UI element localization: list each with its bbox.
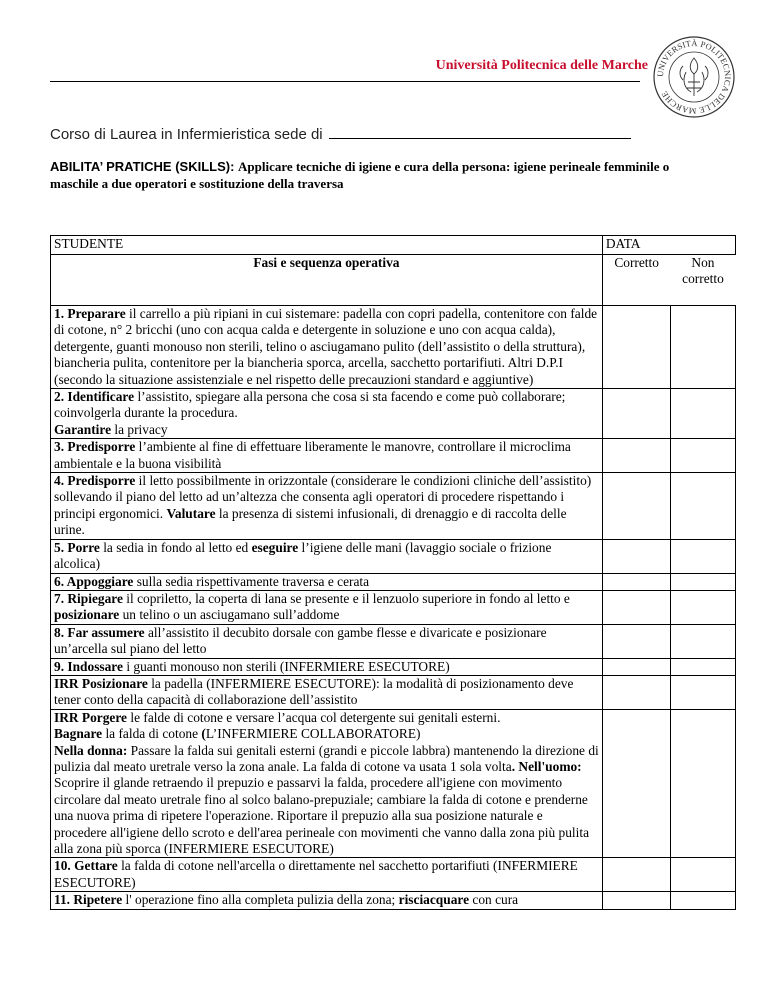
not-correct-check-cell[interactable] (670, 590, 735, 624)
not-correct-check-cell[interactable] (670, 892, 735, 909)
step-action: Garantire (54, 421, 112, 437)
step-detail: Scoprire il glande retraendo il prepuzio e passarvi la falda, procedere all'igiene con movimento circolare dal meato uretrale fino al solco balano-prepuziale; cambiare la falda di cotone e prenderne una nuova prima di ripetere l'operazione. Riportare il prepuzio alla sua posizione naturale e procedere all'igiene dello scroto e dell'area perineale con movimenti che vanno dalla zona più pulita alla zona più sporca (INFERMIERE ESECUTORE) (54, 775, 590, 856)
step-text (51, 473, 603, 540)
step-text (51, 709, 603, 858)
not-correct-check-cell[interactable] (670, 675, 735, 709)
step-action: ( (201, 726, 206, 742)
not-correct-check-cell[interactable] (670, 473, 735, 540)
step-row (51, 439, 736, 473)
step-row (51, 709, 736, 858)
not-correct-check-cell[interactable] (670, 389, 735, 439)
step-action: 4. Predisporre (54, 473, 136, 489)
step-detail: un telino o un asciugamano sull’addome (119, 607, 340, 623)
step-action: . Nell'uomo: (511, 758, 582, 774)
step-detail: il letto possibilmente in orizzontale (considerare le condizioni cliniche dell’assistito) sollevando il piano del letto ad un’altezza che consenta agli operatori di procedere rispettando i principi ergonomici. (54, 473, 592, 521)
step-detail: con cura (469, 892, 519, 908)
step-action: 6. Appoggiare (54, 573, 134, 589)
not-correct-check-cell[interactable] (670, 573, 735, 590)
step-text (51, 590, 603, 624)
correct-check-cell[interactable] (602, 709, 670, 858)
step-row (51, 389, 736, 439)
header-rule (50, 81, 640, 82)
correct-check-cell[interactable] (602, 658, 670, 675)
step-text (51, 892, 603, 909)
step-text (51, 389, 603, 439)
step-action: eseguire (251, 539, 299, 555)
step-action: risciacquare (398, 892, 470, 908)
step-detail: Passare la falda sui genitali esterni (grandi e piccole labbra) mantenendo la direzione di pulizia dal meato uretrale verso la zona anale. La falda di cotone va usata 1 sola volta (54, 742, 599, 774)
step-text (51, 624, 603, 658)
seal-text: UNIVERSITÀ POLITECNICA DELLE MARCHE (655, 38, 733, 116)
step-action: 8. Far assumere (54, 624, 145, 640)
step-action: 9. Indossare (54, 658, 123, 674)
step-text (51, 675, 603, 709)
university-seal-icon (653, 36, 735, 118)
step-row (51, 539, 736, 573)
step-row (51, 892, 736, 909)
step-action: 2. Identificare (54, 389, 135, 405)
step-text (51, 539, 603, 573)
correct-check-cell[interactable] (602, 573, 670, 590)
step-action: 10. Gettare (54, 858, 118, 874)
step-row (51, 624, 736, 658)
step-detail: le falde di cotone e versare l’acqua col detergente sui genitali esterni. (127, 709, 501, 725)
step-detail: l’igiene delle mani (lavaggio sociale o frizione alcolica) (54, 539, 552, 572)
step-detail: la presenza di sistemi infusionali, di drenaggio e di raccolta delle urine. (54, 505, 567, 538)
step-action: 7. Ripiegare (54, 590, 123, 606)
correct-check-cell[interactable] (602, 473, 670, 540)
step-action: posizionare (54, 607, 120, 623)
not-correct-check-cell[interactable] (670, 658, 735, 675)
correct-check-cell[interactable] (602, 439, 670, 473)
course-label: Corso di Laurea in Infermieristica sede di (50, 126, 323, 143)
steps-body (51, 306, 736, 910)
step-action: 1. Preparare (54, 306, 126, 321)
step-detail: L’INFERMIERE COLLABORATORE) (205, 726, 421, 742)
not-correct-check-cell[interactable] (670, 624, 735, 658)
evaluation-table (50, 235, 736, 910)
step-detail: la falda di cotone (102, 726, 202, 742)
step-row (51, 858, 736, 892)
step-text (51, 658, 603, 675)
not-correct-check-cell[interactable] (670, 709, 735, 858)
correct-check-cell[interactable] (602, 858, 670, 892)
step-detail: all’assistito il decubito dorsale con gambe flesse e divaricate e posizionare un’arcella sul piano del letto (54, 624, 547, 657)
student-label: STUDENTE (54, 236, 124, 251)
step-text (51, 439, 603, 473)
phases-header: Fasi e sequenza operativa (51, 255, 603, 306)
not-correct-check-cell[interactable] (670, 306, 735, 389)
step-text (51, 306, 603, 389)
step-row (51, 590, 736, 624)
step-detail: l’ambiente al fine di effettuare liberamente le manovre, controllare il microclima ambientale e la buona visibilità (54, 439, 571, 471)
step-detail: i guanti monouso non sterili (INFERMIERE ESECUTORE) (122, 658, 450, 674)
correct-check-cell[interactable] (602, 389, 670, 439)
step-action: IRR Porgere (54, 709, 128, 725)
correct-check-cell[interactable] (602, 892, 670, 909)
step-row (51, 658, 736, 675)
correct-header: Corretto (602, 255, 670, 306)
step-detail: l' operazione fino alla completa pulizia della zona; (122, 892, 399, 908)
step-action: 11. Ripetere (54, 892, 123, 908)
title-prefix: ABILITA’ PRATICHE (SKILLS): (50, 159, 239, 174)
step-row (51, 473, 736, 540)
not-correct-check-cell[interactable] (670, 539, 735, 573)
not-correct-check-cell[interactable] (670, 439, 735, 473)
step-row (51, 306, 736, 389)
step-action: 5. Porre (54, 539, 100, 555)
step-detail: la padella (INFERMIERE ESECUTORE): la modalità di posizionamento deve tener conto della capacità di collaborazione dell’assistito (54, 675, 574, 708)
document-title (50, 158, 720, 192)
step-action: IRR Posizionare (54, 675, 148, 691)
title-text: Applicare tecniche di igiene e cura della persona: igiene perineale femminile o maschile a due operatori e sostituzione della traversa (50, 159, 670, 191)
step-action: Nella donna: (54, 742, 128, 758)
step-detail: sulla sedia rispettivamente traversa e cerata (133, 573, 370, 589)
step-text (51, 858, 603, 892)
step-detail: la privacy (111, 421, 168, 437)
university-name: Università Politecnica delle Marche (435, 58, 648, 73)
correct-check-cell[interactable] (602, 624, 670, 658)
date-cell[interactable] (602, 236, 735, 255)
correct-check-cell[interactable] (602, 675, 670, 709)
step-detail: la sedia in fondo al letto ed (99, 539, 252, 555)
correct-check-cell[interactable] (602, 590, 670, 624)
step-detail: il carrello a più ripiani in cui sistemare: padella con copri padella, contenitore con falde di cotone, n° 2 bricchi (uno con acqua calda e detergente in soluzione e uno con acqua calda), detergente, guanti monouso non sterili, telino o asciugamano pulito (dell’assistito o della struttura), biancheria pulita, contenitore per la biancheria sporca, arcella, sacchetto portarifiuti. Altri D.P.I (secondo la situazione assistenziale e nel rispetto delle precauzioni standard e aggiuntive) (54, 306, 598, 387)
step-detail: la falda di cotone nell'arcella o direttamente nel sacchetto portarifiuti (INFERMIERE ESECUTORE) (54, 858, 578, 890)
step-row (51, 573, 736, 590)
step-action: Valutare (166, 505, 216, 521)
course-site-field[interactable] (329, 124, 631, 139)
not-correct-check-cell[interactable] (670, 858, 735, 892)
step-detail: l’assistito, spiegare alla persona che cosa si sta facendo e come può collaborare; coinvolgerla durante la procedura. (54, 389, 566, 421)
student-cell[interactable] (51, 236, 603, 255)
course-line (50, 124, 631, 143)
step-row (51, 675, 736, 709)
not-correct-header: Non corretto (682, 255, 724, 287)
date-label: DATA (605, 236, 641, 251)
step-action: 3. Predisporre (54, 439, 136, 455)
step-text (51, 573, 603, 590)
correct-check-cell[interactable] (602, 306, 670, 389)
step-detail: il copriletto, la coperta di lana se presente e il lenzuolo superiore in fondo al letto e (122, 590, 570, 606)
step-action: Bagnare (54, 726, 103, 742)
correct-check-cell[interactable] (602, 539, 670, 573)
